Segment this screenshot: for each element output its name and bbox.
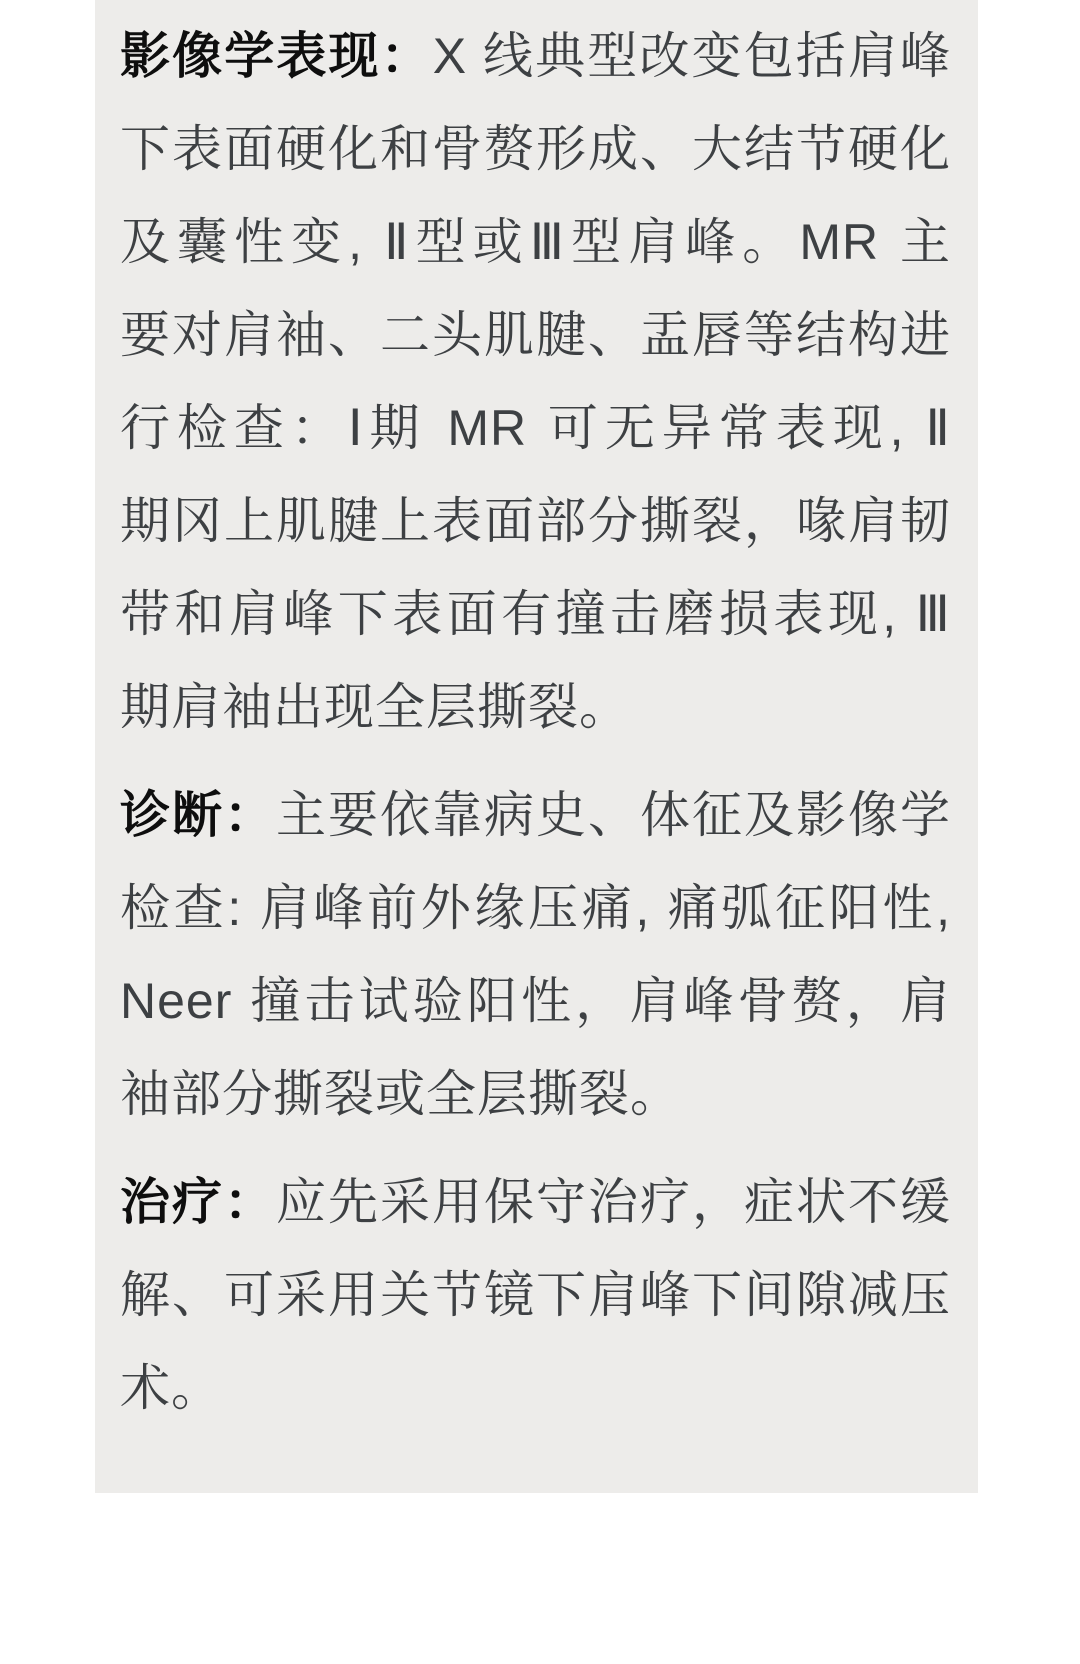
text-line: 术。 <box>120 1360 222 1416</box>
paragraph-1 <box>120 769 951 1141</box>
paragraph-label: 治疗： <box>120 1174 276 1230</box>
paragraph-2 <box>120 1156 951 1435</box>
text-line: 行检查：Ⅰ期 MR 可无异常表现, Ⅱ <box>120 400 951 456</box>
text-line: 期肩袖出现全层撕裂。 <box>120 679 630 735</box>
text-line: 检查: 肩峰前外缘压痛, 痛弧征阳性, <box>120 880 951 936</box>
text-line: 袖部分撕裂或全层撕裂。 <box>120 1066 681 1122</box>
text-line: 要对肩袖、二头肌腱、盂唇等结构进 <box>120 307 951 363</box>
text-line: Neer 撞击试验阳性，肩峰骨赘，肩 <box>120 973 951 1029</box>
paragraph-label: 影像学表现： <box>120 28 433 84</box>
text-line: 期冈上肌腱上表面部分撕裂，喙肩韧 <box>120 493 951 549</box>
text-line: 治疗：应先采用保守治疗，症状不缓 <box>120 1174 951 1230</box>
text-line: 诊断：主要依靠病史、体征及影像学 <box>120 787 951 843</box>
text-line: 影像学表现：X 线典型改变包括肩峰 <box>120 28 951 84</box>
text-line: 带和肩峰下表面有撞击磨损表现, Ⅲ <box>120 586 951 642</box>
text-line: 解、可采用关节镜下肩峰下间隙减压 <box>120 1267 951 1323</box>
paragraph-label: 诊断： <box>120 787 276 843</box>
paragraph-0 <box>120 10 951 754</box>
content-panel <box>95 0 978 1493</box>
article-body <box>120 10 951 1435</box>
text-line: 下表面硬化和骨赘形成、大结节硬化 <box>120 121 951 177</box>
text-line: 及囊性变, Ⅱ型或Ⅲ型肩峰。MR 主 <box>120 214 951 270</box>
